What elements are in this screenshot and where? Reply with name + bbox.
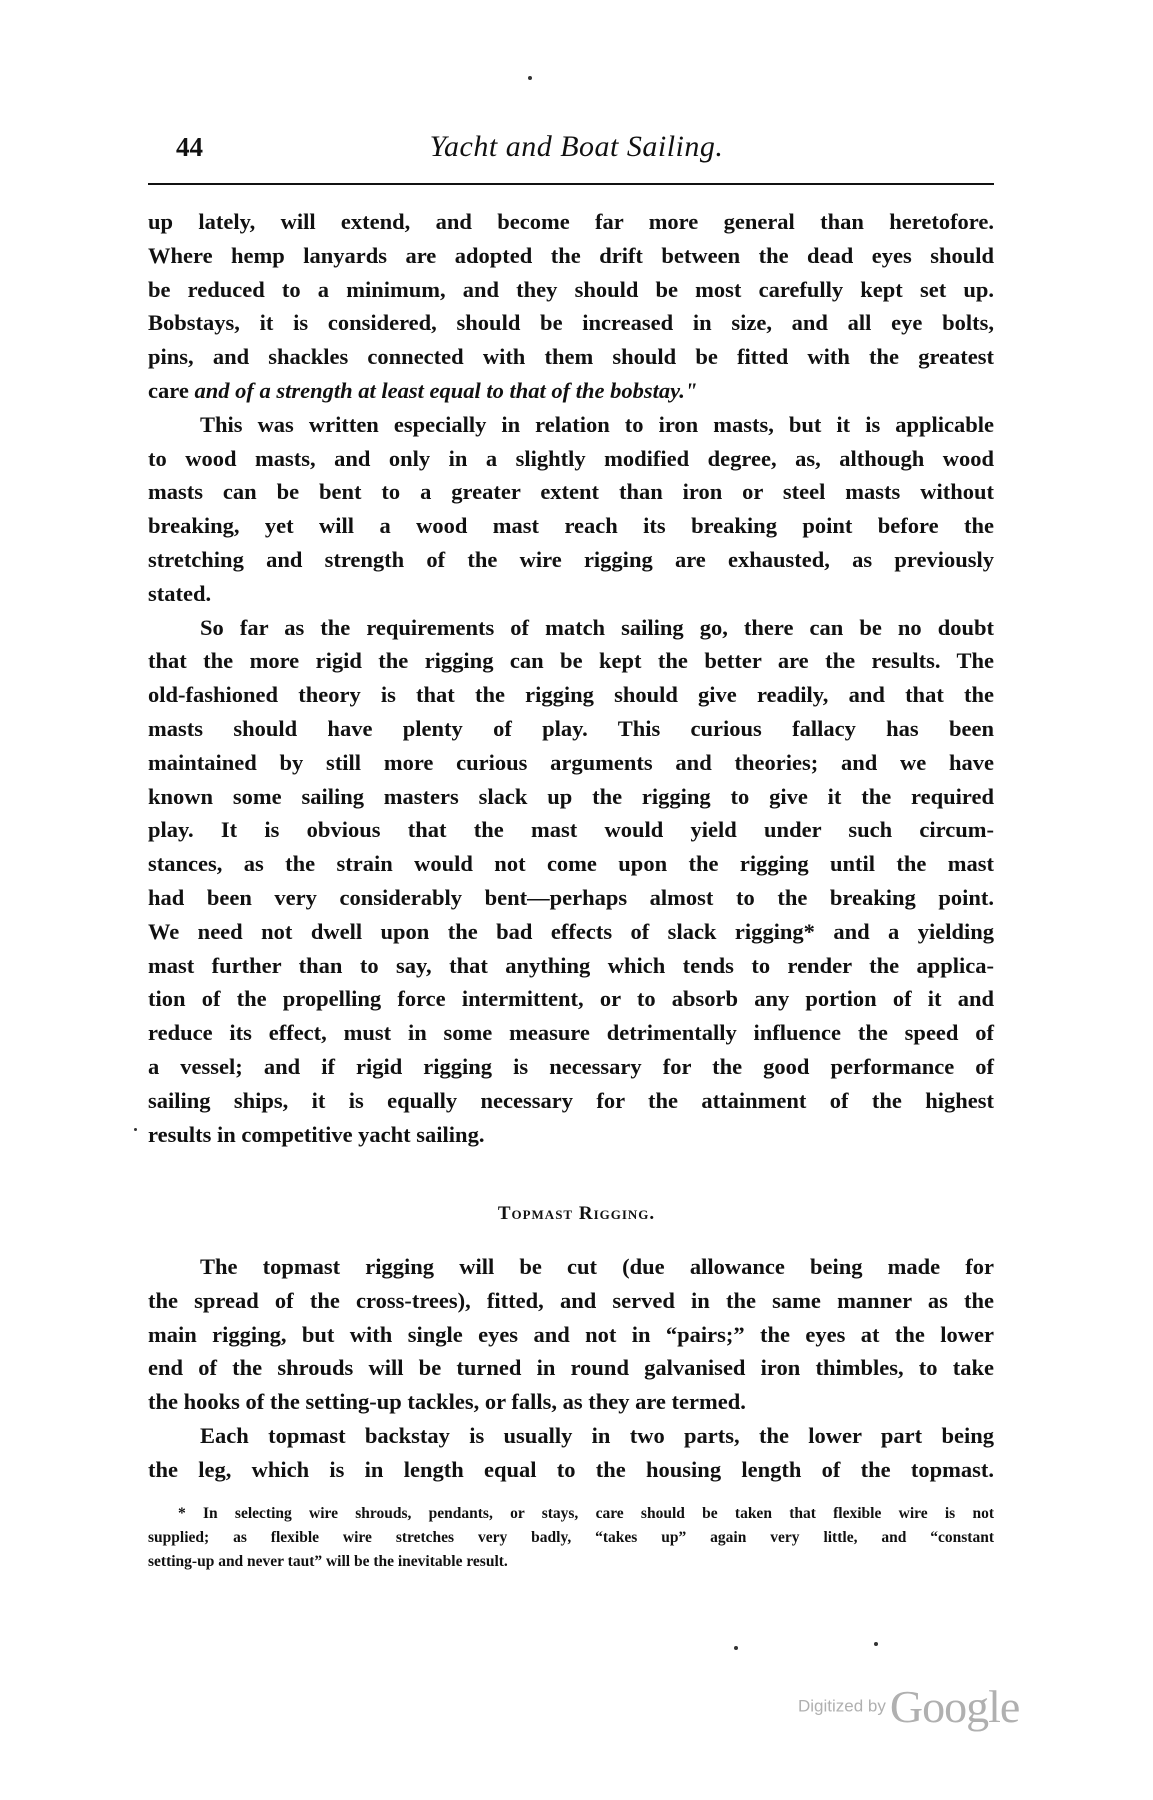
text-line: maintained by still more curious arguments and theories; and we have <box>148 749 994 775</box>
text-line: Bobstays, it is considered, should be increased in size, and all eye bolts, <box>148 310 994 336</box>
text-line: end of the shrouds will be turned in round galvanised iron thimbles, to take <box>148 1355 994 1381</box>
text-line: a vessel; and if rigid rigging is necessary for the good performance of <box>148 1053 994 1079</box>
text-line: pins, and shackles connected with them should be fitted with the greatest <box>148 344 994 370</box>
scan-speck <box>528 76 532 80</box>
text-line: main rigging, but with single eyes and not in “pairs;” the eyes at the lower <box>148 1321 994 1347</box>
text-line: masts should have plenty of play. This curious fallacy has been <box>148 715 994 741</box>
watermark-prefix: Digitized by <box>798 1696 886 1716</box>
text-line: that the more rigid the rigging can be kept the better are the results. The <box>148 648 994 674</box>
text-line: Each topmast backstay is usually in two parts, the lower part being <box>200 1422 994 1448</box>
italic-quote: and of a strength at least equal to that of the bobstay." <box>194 377 698 403</box>
footnote-line: * In selecting wire shrouds, pendants, or stays, care should be taken that flexible wire is not <box>178 1505 994 1522</box>
section-text <box>148 1250 994 1487</box>
text-line: old-fashioned theory is that the rigging should give readily, and that the <box>148 682 994 708</box>
text-line: up lately, will extend, and become far more general than heretofore. <box>148 209 994 234</box>
text-line: tion of the propelling force intermittent, or to absorb any portion of it and <box>148 986 994 1012</box>
text-line: reduce its effect, must in some measure detrimentally influence the speed of <box>148 1020 994 1046</box>
text-line: had been very considerably bent—perhaps almost to the breaking point. <box>148 884 994 910</box>
section-heading: Topmast Rigging. <box>497 1203 656 1224</box>
text-line: stances, as the strain would not come upon the rigging until the mast <box>148 851 994 877</box>
text-line: Where hemp lanyards are adopted the drift between the dead eyes should <box>148 242 994 268</box>
text-line: be reduced to a minimum, and they should be most carefully kept set up. <box>148 276 994 302</box>
text-line: the spread of the cross-trees), fitted, and served in the same manner as the <box>148 1287 994 1313</box>
google-logo: Google <box>889 1681 1020 1732</box>
text-line: breaking, yet will a wood mast reach its breaking point before the <box>148 513 994 539</box>
text-line: This was written especially in relation to iron masts, but it is applicable <box>200 411 994 437</box>
text-line: stretching and strength of the wire rigging are exhausted, as previously <box>148 546 994 572</box>
text-span: care <box>148 377 195 403</box>
main-text <box>148 205 994 1151</box>
text-line: known some sailing masters slack up the rigging to give it the required <box>148 783 994 809</box>
text-line: So far as the requirements of match sailing go, there can be no doubt <box>200 614 994 640</box>
text-line: We need not dwell upon the bad effects of slack rigging* and a yielding <box>148 918 994 944</box>
text-line: to wood masts, and only in a slightly modified degree, as, although wood <box>148 445 994 471</box>
footnote <box>148 1502 994 1574</box>
page-number: 44 <box>176 132 203 162</box>
text-line: play. It is obvious that the mast would yield under such circum- <box>148 817 994 843</box>
text-line: the hooks of the setting-up tackles, or falls, as they are termed. <box>148 1389 746 1415</box>
footnote-line: supplied; as flexible wire stretches very badly, “takes up” again very little, and “constant <box>148 1529 994 1546</box>
text-line: results in competitive yacht sailing. <box>148 1121 485 1147</box>
running-title: Yacht and Boat Sailing. <box>429 130 724 163</box>
footnote-line: setting-up and never taut” will be the inevitable result. <box>148 1553 508 1570</box>
text-line: sailing ships, it is equally necessary for the attainment of the highest <box>148 1087 994 1113</box>
text-line: masts can be bent to a greater extent than iron or steel masts without <box>148 479 994 505</box>
text-line: mast further than to say, that anything which tends to render the applica- <box>148 952 994 978</box>
text-line: The topmast rigging will be cut (due allowance being made for <box>200 1254 994 1279</box>
text-line: the leg, which is in length equal to the housing length of the topmast. <box>148 1456 994 1482</box>
header-rule <box>148 183 994 185</box>
digitized-by-google-watermark <box>798 1680 1019 1733</box>
text-line <box>148 374 994 408</box>
scan-speck <box>874 1642 878 1646</box>
text-line: stated. <box>148 580 212 606</box>
scan-speck <box>134 1128 137 1131</box>
scan-speck <box>734 1646 738 1650</box>
